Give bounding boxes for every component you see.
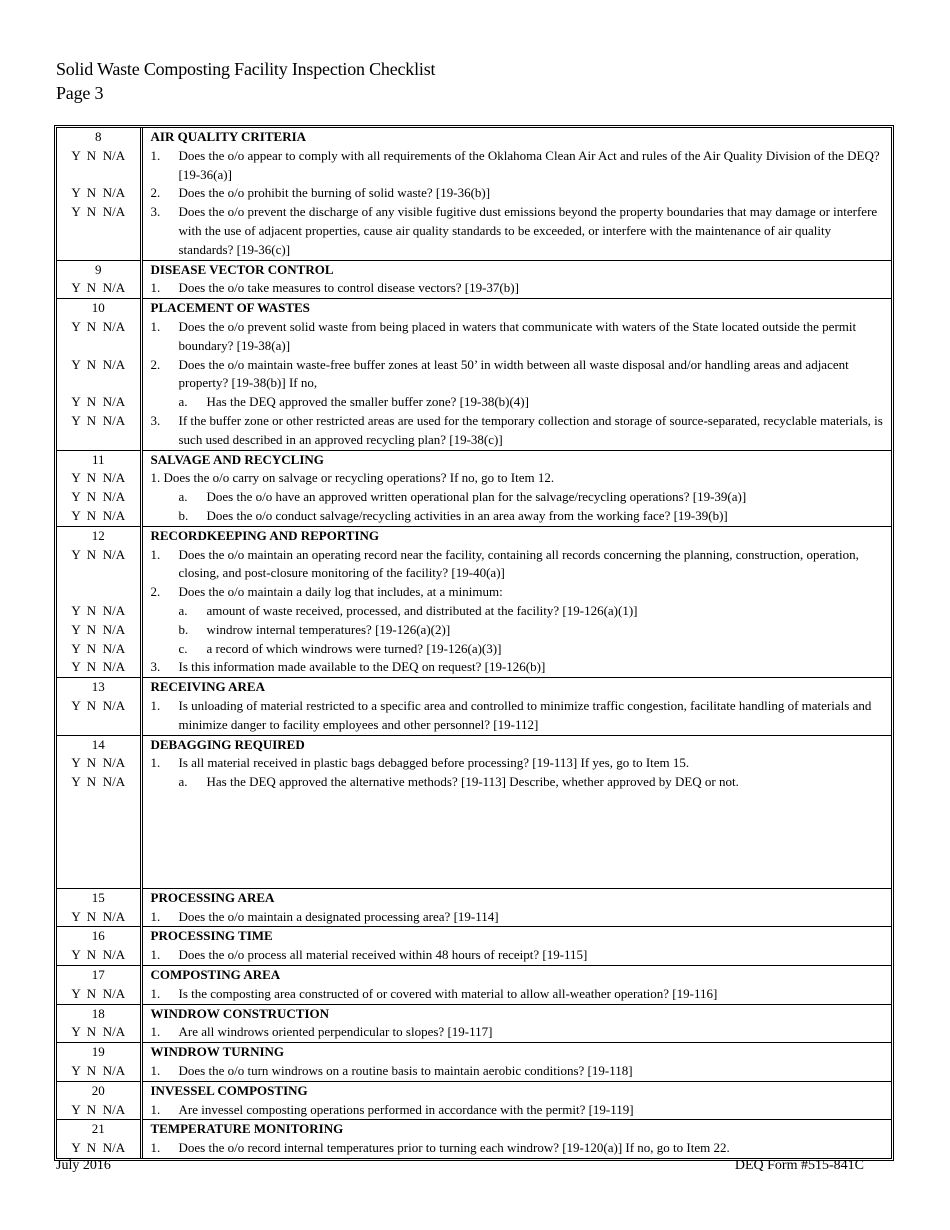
question-number: 1. xyxy=(150,697,161,713)
question-number: 1. xyxy=(150,1024,161,1040)
item-number: 10 xyxy=(57,299,141,318)
question-label: Is this information made available to the DEQ on request? [19-126(b)] xyxy=(178,659,546,675)
section-10 xyxy=(57,299,891,450)
question-text xyxy=(151,697,884,735)
item-number: 20 xyxy=(57,1081,141,1100)
checklist-question-row xyxy=(57,1062,891,1081)
question-text xyxy=(151,908,884,927)
document-title: Solid Waste Composting Facility Inspection Checklist xyxy=(56,59,436,79)
question-text xyxy=(151,507,884,526)
question-number: 1. xyxy=(150,908,161,924)
item-number: 17 xyxy=(57,966,141,985)
answer-options-yes-no-na[interactable]: Y N N/A xyxy=(57,279,141,298)
answer-options-yes-no-na[interactable]: Y N N/A xyxy=(57,946,141,965)
question-number: 1. xyxy=(150,1101,161,1117)
checklist-table xyxy=(54,125,894,1161)
answer-options-yes-no-na[interactable]: Y N N/A xyxy=(57,412,141,450)
checklist-question-row xyxy=(57,318,891,356)
question-text xyxy=(151,1139,884,1158)
description-writing-space[interactable] xyxy=(141,792,891,889)
question-label: Does the o/o process all material received within 48 hours of receipt? [19-115] xyxy=(178,947,588,963)
answer-options-yes-no-na[interactable]: Y N N/A xyxy=(57,658,141,677)
answer-options-yes-no-na[interactable]: Y N N/A xyxy=(57,621,141,640)
checklist-question-row xyxy=(57,908,891,927)
question-text xyxy=(151,356,884,394)
answer-options-yes-no-na[interactable]: Y N N/A xyxy=(57,469,141,488)
section-16 xyxy=(57,927,891,966)
question-number: 1. xyxy=(150,985,161,1001)
checklist-question-row xyxy=(57,602,891,621)
question-number: 3. xyxy=(150,659,161,675)
question-text xyxy=(151,985,884,1004)
checklist-question-row xyxy=(57,1139,891,1158)
question-label: Are all windrows oriented perpendicular to slopes? [19-117] xyxy=(178,1024,493,1040)
section-title: DEBAGGING REQUIRED xyxy=(141,735,891,754)
question-number: 2. xyxy=(150,584,161,600)
question-label: Is all material received in plastic bags debagged before processing? [19-113] If yes, go to Item 15. xyxy=(178,755,690,771)
answer-options-yes-no-na[interactable]: Y N N/A xyxy=(57,393,141,412)
section-title: PLACEMENT OF WASTES xyxy=(141,299,891,318)
section-title: WINDROW CONSTRUCTION xyxy=(141,1004,891,1023)
section-title: PROCESSING TIME xyxy=(141,927,891,946)
checklist-question-row xyxy=(57,203,891,260)
question-number: 1. xyxy=(150,280,161,296)
question-text xyxy=(151,488,884,507)
question-number: 1. xyxy=(150,1063,161,1079)
question-label: amount of waste received, processed, and distributed at the facility? [19-126(a)(1)] xyxy=(206,602,638,618)
section-19 xyxy=(57,1043,891,1082)
item-number: 16 xyxy=(57,927,141,946)
item-number: 12 xyxy=(57,526,141,545)
section-title: SALVAGE AND RECYCLING xyxy=(141,450,891,469)
answer-spacer xyxy=(57,792,141,889)
question-label: Does the o/o carry on salvage or recycling operations? If no, go to Item 12. xyxy=(163,470,555,486)
section-12 xyxy=(57,526,891,677)
answer-options-yes-no-na[interactable]: Y N N/A xyxy=(57,147,141,185)
question-label: a record of which windrows were turned? [19-126(a)(3)] xyxy=(206,640,502,656)
answer-options-yes-no-na[interactable]: Y N N/A xyxy=(57,507,141,526)
answer-options-yes-no-na[interactable]: Y N N/A xyxy=(57,356,141,394)
item-number: 18 xyxy=(57,1004,141,1023)
item-number: 21 xyxy=(57,1120,141,1139)
checklist-question-row xyxy=(57,658,891,677)
checklist-question-row xyxy=(57,697,891,735)
answer-options-yes-no-na[interactable]: Y N N/A xyxy=(57,1062,141,1081)
question-label: Does the o/o have an approved written operational plan for the salvage/recycling operations? [19-39(a)] xyxy=(206,489,747,505)
checklist-question-row xyxy=(57,754,891,773)
question-text xyxy=(151,1101,884,1120)
question-label: Does the o/o prevent the discharge of any visible fugitive dust emissions beyond the property boundaries that may damage or interfere with the use of adjacent properties, cause air quality standards to be exceeded, or interfere with the maintenance of air quality standards? [19-36(c)] xyxy=(178,204,878,257)
item-number: 14 xyxy=(57,735,141,754)
answer-options-yes-no-na[interactable]: Y N N/A xyxy=(57,908,141,927)
question-text xyxy=(151,203,884,259)
section-title: PROCESSING AREA xyxy=(141,888,891,907)
question-label: Is the composting area constructed of or covered with material to allow all-weather operation? [19-116] xyxy=(178,985,718,1001)
question-label: Does the o/o take measures to control disease vectors? [19-37(b)] xyxy=(178,280,519,296)
answer-options-yes-no-na[interactable]: Y N N/A xyxy=(57,640,141,659)
question-number: a. xyxy=(178,602,188,618)
answer-options-yes-no-na[interactable]: Y N N/A xyxy=(57,1139,141,1158)
checklist-question-row xyxy=(57,773,891,792)
question-label: Does the o/o appear to comply with all requirements of the Oklahoma Clean Air Act and rules of the Air Quality Division of the DEQ? [19-36(a)] xyxy=(178,147,880,182)
question-text xyxy=(151,147,884,185)
section-17 xyxy=(57,966,891,1005)
checklist-question-row xyxy=(57,184,891,203)
question-label: Does the o/o turn windrows on a routine basis to maintain aerobic conditions? [19-118] xyxy=(178,1063,633,1079)
checklist-question-row xyxy=(57,546,891,584)
question-label: Has the DEQ approved the alternative methods? [19-113] Describe, whether approved by DEQ or not. xyxy=(206,774,739,790)
answer-options-yes-no-na[interactable]: Y N N/A xyxy=(57,1101,141,1120)
checklist-question-row xyxy=(57,621,891,640)
question-text xyxy=(151,621,884,640)
question-text xyxy=(151,1023,884,1042)
question-text xyxy=(151,412,884,450)
answer-options-yes-no-na[interactable]: Y N N/A xyxy=(57,754,141,773)
question-number: a. xyxy=(178,394,188,410)
section-14 xyxy=(57,735,891,888)
page-number: Page 3 xyxy=(56,83,104,103)
question-text xyxy=(151,184,884,203)
checklist-question-row xyxy=(57,488,891,507)
section-title: WINDROW TURNING xyxy=(141,1043,891,1062)
question-label: Does the o/o prohibit the burning of solid waste? [19-36(b)] xyxy=(178,185,491,201)
question-text xyxy=(151,583,884,602)
question-number: 1. xyxy=(150,546,161,562)
section-title: AIR QUALITY CRITERIA xyxy=(150,129,307,144)
answer-options-yes-no-na[interactable]: Y N N/A xyxy=(57,773,141,792)
question-number: b. xyxy=(178,621,189,637)
section-title: TEMPERATURE MONITORING xyxy=(141,1120,891,1139)
checklist-question-row xyxy=(57,412,891,450)
question-number: 1. xyxy=(150,755,161,771)
checklist-question-row xyxy=(57,393,891,412)
section-title: DISEASE VECTOR CONTROL xyxy=(141,260,891,279)
checklist-question-row xyxy=(57,640,891,659)
question-text xyxy=(151,946,884,965)
answer-options-yes-no-na[interactable]: Y N N/A xyxy=(57,697,141,735)
question-text xyxy=(151,546,884,584)
answer-options-yes-no-na[interactable]: Y N N/A xyxy=(57,318,141,356)
checklist-question-row xyxy=(57,1101,891,1120)
question-label: Does the o/o conduct salvage/recycling activities in an area away from the working face? [19-39(b)] xyxy=(206,507,728,523)
section-18 xyxy=(57,1004,891,1043)
question-label: Does the o/o prevent solid waste from being placed in waters that communicate with waters of the State located outside the permit boundary? [19-38(a)] xyxy=(178,318,857,353)
checklist-question-row xyxy=(57,356,891,394)
question-label: Is unloading of material restricted to a specific area and controlled to minimize traffic congestion, facilitate handling of materials and minimize danger to facility employees and other personnel? [19-112] xyxy=(178,697,872,732)
question-number: 2. xyxy=(150,185,161,201)
question-number: 1. xyxy=(150,470,161,486)
question-number: 1. xyxy=(150,147,161,163)
item-number: 19 xyxy=(57,1043,141,1062)
question-text xyxy=(151,393,884,412)
section-9 xyxy=(57,260,891,299)
item-number: 11 xyxy=(57,450,141,469)
section-title: RECORDKEEPING AND REPORTING xyxy=(141,526,891,545)
question-label: Does the o/o maintain a designated processing area? [19-114] xyxy=(178,908,499,924)
section-20 xyxy=(57,1081,891,1120)
question-number: b. xyxy=(178,507,189,523)
item-number: 9 xyxy=(57,260,141,279)
answer-options-yes-no-na[interactable]: Y N N/A xyxy=(57,1023,141,1042)
footer-date: July 2016 xyxy=(56,1158,111,1173)
question-label: Has the DEQ approved the smaller buffer zone? [19-38(b)(4)] xyxy=(206,394,529,410)
checklist-question-row xyxy=(57,279,891,298)
section-title: COMPOSTING AREA xyxy=(141,966,891,985)
question-text xyxy=(151,773,884,792)
item-number: 8 xyxy=(57,128,141,147)
section-21 xyxy=(57,1120,891,1158)
section-13 xyxy=(57,678,891,735)
question-number: c. xyxy=(178,640,188,656)
question-label: If the buffer zone or other restricted areas are used for the temporary collection and storage of source-separated, recyclable materials, is such used described in an approved recycling plan? [19-38(c)] xyxy=(178,412,883,447)
question-text xyxy=(151,318,884,356)
section-11 xyxy=(57,450,891,526)
question-text xyxy=(151,640,884,659)
question-number: a. xyxy=(178,489,188,505)
checklist-question-row xyxy=(57,946,891,965)
checklist-question-row xyxy=(57,469,891,488)
question-text xyxy=(151,754,884,773)
question-text xyxy=(151,1062,884,1081)
question-text xyxy=(151,469,884,488)
section-title: RECEIVING AREA xyxy=(141,678,891,697)
question-label: Does the o/o record internal temperatures prior to turning each windrow? [19-120(a)] If no, go to Item 22. xyxy=(178,1140,730,1156)
question-number: 1. xyxy=(150,318,161,334)
checklist-question-row xyxy=(57,1023,891,1042)
answer-options-yes-no-na[interactable]: Y N N/A xyxy=(57,488,141,507)
answer-options-yes-no-na[interactable]: Y N N/A xyxy=(57,985,141,1004)
question-number: 2. xyxy=(150,356,161,372)
question-text xyxy=(151,658,884,677)
question-number: a. xyxy=(178,774,188,790)
answer-options-yes-no-na[interactable] xyxy=(57,583,141,602)
item-number: 15 xyxy=(57,888,141,907)
answer-options-yes-no-na[interactable]: Y N N/A xyxy=(57,602,141,621)
question-number: 1. xyxy=(150,947,161,963)
answer-options-yes-no-na[interactable]: Y N N/A xyxy=(57,546,141,584)
section-title: INVESSEL COMPOSTING xyxy=(141,1081,891,1100)
question-label: Does the o/o maintain waste-free buffer zones at least 50’ in width between all waste disposal and/or handling areas and adjacent property? [19-38(b)] If no, xyxy=(178,356,849,391)
question-text xyxy=(151,279,884,298)
checklist-question-row xyxy=(57,147,891,185)
question-label: Does the o/o maintain an operating record near the facility, containing all records concerning the planning, construction, operation, closing, and post-closure monitoring of the facility? [19-40(a)] xyxy=(178,546,859,581)
section-8 xyxy=(57,128,891,260)
question-number: 3. xyxy=(150,412,161,428)
question-text xyxy=(151,602,884,621)
question-label: Does the o/o maintain a daily log that includes, at a minimum: xyxy=(178,584,503,600)
page-header xyxy=(56,57,435,105)
question-label: Are invessel composting operations performed in accordance with the permit? [19-119] xyxy=(178,1101,634,1117)
footer-form-number: DEQ Form #515-841C xyxy=(734,1158,864,1173)
item-number: 13 xyxy=(57,678,141,697)
question-label: windrow internal temperatures? [19-126(a)(2)] xyxy=(206,621,451,637)
answer-options-yes-no-na[interactable]: Y N N/A xyxy=(57,184,141,203)
checklist-question-row xyxy=(57,985,891,1004)
section-15 xyxy=(57,888,891,927)
checklist-question-row xyxy=(57,507,891,526)
checklist-question-row xyxy=(57,583,891,602)
question-number: 3. xyxy=(150,204,161,220)
answer-options-yes-no-na[interactable]: Y N N/A xyxy=(57,203,141,260)
question-number: 1. xyxy=(150,1140,161,1156)
